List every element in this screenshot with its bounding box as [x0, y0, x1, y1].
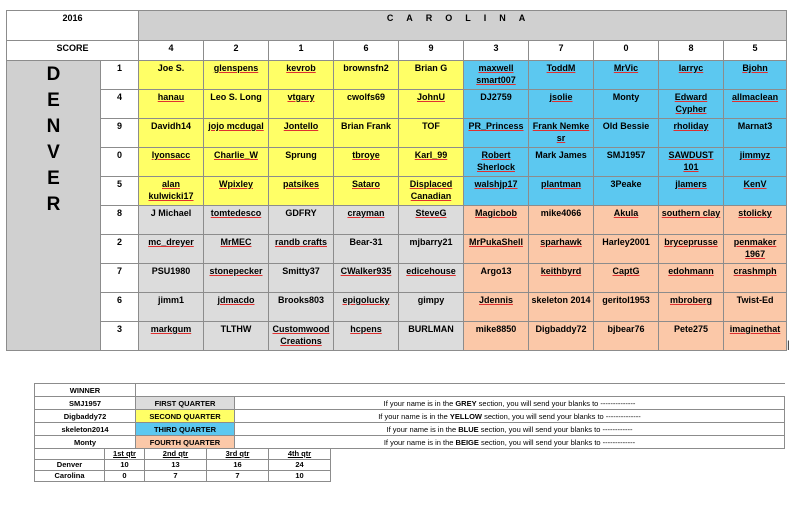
grid-cell — [659, 61, 724, 90]
participant-name: 3Peake — [610, 179, 642, 189]
participant-name: Brooks803 — [277, 295, 325, 305]
grid-cell — [464, 177, 529, 206]
participant-name: alan kulwicki17 — [148, 179, 194, 201]
participant-name: jojo mcdugal — [208, 121, 264, 131]
participant-name: Argo13 — [480, 266, 512, 276]
winner-name: SMJ1957 — [35, 397, 136, 410]
participant-name: Davidh14 — [150, 121, 192, 131]
grid-cell — [464, 119, 529, 148]
instruction-text: If your name is in the BEIGE section, you will send your blanks to ------------- — [235, 436, 785, 449]
grid-cell — [334, 148, 399, 177]
grid-cell — [529, 206, 594, 235]
grid-cell — [399, 293, 464, 322]
participant-name: Jontello — [283, 121, 319, 131]
grid-cell — [594, 293, 659, 322]
grid-cell — [334, 322, 399, 351]
grid-cell — [269, 61, 334, 90]
grid-cell — [594, 90, 659, 119]
participant-name: mbroberg — [669, 295, 712, 305]
grid-cell — [399, 206, 464, 235]
participant-name: MrMEC — [220, 237, 252, 247]
away-team-letter: D — [46, 64, 61, 85]
participant-name: jsolie — [549, 92, 573, 102]
grid-cell — [204, 177, 269, 206]
grid-cell — [464, 206, 529, 235]
participant-name: imaginethat — [729, 324, 781, 334]
participant-name: lyonsacc — [151, 150, 191, 160]
participant-name: jimm1 — [157, 295, 184, 305]
column-number: 2 — [204, 41, 269, 61]
scores-corner — [35, 449, 105, 460]
grid-cell — [659, 264, 724, 293]
participant-name: JohnU — [417, 92, 445, 102]
grid-cell — [464, 264, 529, 293]
column-number: 3 — [464, 41, 529, 61]
participant-name: GDFRY — [285, 208, 317, 218]
participant-name: glenspens — [213, 63, 259, 73]
quarter-label: FOURTH QUARTER — [136, 436, 235, 449]
grid-cell — [399, 61, 464, 90]
grid-cell — [139, 90, 204, 119]
winner-header-blank — [136, 384, 785, 397]
participant-name: CaptG — [612, 266, 640, 276]
grid-cell — [139, 177, 204, 206]
grid-cell — [464, 322, 529, 351]
grid-cell — [594, 119, 659, 148]
instruction-text: If your name is in the YELLOW section, you will send your blanks to -------------- — [235, 410, 785, 423]
grid-cell — [594, 206, 659, 235]
grid-cell — [529, 235, 594, 264]
participant-name: walshjp17 — [474, 179, 518, 189]
participant-name: Magicbob — [475, 208, 517, 218]
quarter-score: 7 — [145, 471, 207, 482]
grid-cell — [334, 235, 399, 264]
participant-name: maxwell smart007 — [476, 63, 516, 85]
grid-cell — [464, 235, 529, 264]
grid-cell — [464, 293, 529, 322]
grid-cell — [204, 90, 269, 119]
grid-cell — [464, 148, 529, 177]
participant-name: kevrob — [286, 63, 316, 73]
participant-name: SteveG — [415, 208, 447, 218]
participant-name: sparhawk — [540, 237, 582, 247]
participant-name: epigolucky — [342, 295, 390, 305]
grid-cell — [399, 235, 464, 264]
column-number: 5 — [724, 41, 787, 61]
grid-cell — [399, 177, 464, 206]
grid-cell — [464, 90, 529, 119]
participant-name: Leo S. Long — [210, 92, 262, 102]
participant-name: ToddM — [546, 63, 576, 73]
participant-name: edohmann — [668, 266, 714, 276]
grid-cell — [659, 148, 724, 177]
grid-cell — [204, 148, 269, 177]
grid-cell — [269, 293, 334, 322]
grid-cell — [204, 322, 269, 351]
score-label: SCORE — [7, 41, 139, 61]
participant-name: Pete275 — [673, 324, 709, 334]
grid-cell — [139, 61, 204, 90]
grid-cell — [659, 206, 724, 235]
grid-cell — [659, 322, 724, 351]
grid-cell — [529, 322, 594, 351]
grid-cell — [724, 61, 787, 90]
grid-cell — [724, 177, 787, 206]
grid-cell — [334, 177, 399, 206]
participant-name: Brian Frank — [340, 121, 391, 131]
participant-name: mjbarry21 — [409, 237, 453, 247]
grid-cell — [529, 90, 594, 119]
participant-name: stolicky — [738, 208, 772, 218]
participant-name: crashmph — [733, 266, 777, 276]
participant-name: mike4066 — [540, 208, 582, 218]
participant-name: Marnat3 — [737, 121, 773, 131]
grid-cell — [464, 61, 529, 90]
participant-name: brownsfn2 — [343, 63, 389, 73]
participant-name: Robert Sherlock — [476, 150, 516, 172]
participant-name: Sprung — [285, 150, 317, 160]
column-number: 1 — [269, 41, 334, 61]
participant-name: skeleton 2014 — [531, 295, 591, 305]
participant-name: crayman — [347, 208, 385, 218]
grid-cell — [724, 90, 787, 119]
grid-cell — [334, 61, 399, 90]
grid-cell — [139, 119, 204, 148]
away-team-letter: N — [46, 116, 61, 137]
participant-name: Digbaddy72 — [535, 324, 587, 334]
grid-cell — [594, 235, 659, 264]
participant-name: hcpens — [350, 324, 382, 334]
grid-cell — [334, 293, 399, 322]
row-number: 3 — [101, 322, 139, 351]
grid-cell — [204, 235, 269, 264]
participant-name: allmaclean — [732, 92, 779, 102]
grid-cell — [594, 322, 659, 351]
participant-name: bryceprusse — [664, 237, 718, 247]
grid-cell — [139, 264, 204, 293]
team-name: Denver — [35, 460, 105, 471]
away-team-letter: E — [47, 90, 60, 111]
grid-cell — [139, 148, 204, 177]
grid-cell — [269, 177, 334, 206]
grid-cell — [269, 322, 334, 351]
participant-name: mc_dreyer — [148, 237, 194, 247]
participant-name: Edward Cypher — [674, 92, 708, 114]
grid-cell — [594, 177, 659, 206]
cursor-mark: | — [787, 340, 790, 351]
grid-cell — [269, 90, 334, 119]
row-number: 1 — [101, 61, 139, 90]
grid-cell — [529, 61, 594, 90]
grid-cell — [139, 293, 204, 322]
participant-name: MrVic — [613, 63, 639, 73]
participant-name: DJ2759 — [480, 92, 512, 102]
grid-cell — [529, 148, 594, 177]
grid-cell — [204, 206, 269, 235]
away-team-header — [7, 61, 101, 351]
grid-cell — [204, 264, 269, 293]
quarter-label: FIRST QUARTER — [136, 397, 235, 410]
participant-name: J Michael — [150, 208, 192, 218]
grid-cell — [399, 90, 464, 119]
participant-name: stonepecker — [209, 266, 263, 276]
participant-name: SAWDUST 101 — [668, 150, 714, 172]
away-team-letter: V — [47, 142, 60, 163]
winner-name: skeleton2014 — [35, 423, 136, 436]
column-number: 9 — [399, 41, 464, 61]
grid-cell — [724, 322, 787, 351]
participant-name: penmaker 1967 — [733, 237, 777, 259]
instruction-text: If your name is in the BLUE section, you will send your blanks to ------------ — [235, 423, 785, 436]
column-number: 4 — [139, 41, 204, 61]
quarter-score: 24 — [269, 460, 331, 471]
participant-name: MrPukaShell — [468, 237, 524, 247]
participant-name: jimmyz — [739, 150, 771, 160]
participant-name: PR_Princess — [468, 121, 524, 131]
participant-name: Bear-31 — [349, 237, 383, 247]
winner-header: WINNER — [35, 384, 136, 397]
grid-cell — [269, 206, 334, 235]
team-name: Carolina — [35, 471, 105, 482]
participant-name: Smitty37 — [282, 266, 320, 276]
participant-name: PSU1980 — [151, 266, 191, 276]
away-team-letter: E — [47, 168, 60, 189]
participant-name: Mark James — [535, 150, 587, 160]
grid-cell — [724, 119, 787, 148]
participant-name: TLTHW — [220, 324, 252, 334]
grid-cell — [659, 235, 724, 264]
row-number: 4 — [101, 90, 139, 119]
row-number: 8 — [101, 206, 139, 235]
participant-name: Brian G — [414, 63, 448, 73]
grid-cell — [529, 264, 594, 293]
winner-key — [34, 383, 785, 449]
quarter-score: 13 — [145, 460, 207, 471]
grid-cell — [399, 322, 464, 351]
quarter-score: 0 — [105, 471, 145, 482]
participant-name: Bjohn — [742, 63, 768, 73]
grid-cell — [334, 90, 399, 119]
quarter-score: 10 — [269, 471, 331, 482]
row-number: 2 — [101, 235, 139, 264]
participant-name: SMJ1957 — [606, 150, 646, 160]
grid-cell — [399, 264, 464, 293]
grid-cell — [139, 206, 204, 235]
grid-cell — [659, 293, 724, 322]
winner-name: Digbaddy72 — [35, 410, 136, 423]
participant-name: Frank Nemke sr — [532, 121, 590, 143]
column-number: 0 — [594, 41, 659, 61]
quarter-header: 3rd qtr — [207, 449, 269, 460]
row-number: 7 — [101, 264, 139, 293]
participant-name: jlamers — [675, 179, 707, 189]
grid-cell — [724, 148, 787, 177]
grid-cell — [269, 235, 334, 264]
grid-cell — [724, 293, 787, 322]
grid-cell — [399, 119, 464, 148]
grid-cell — [594, 61, 659, 90]
grid-cell — [529, 293, 594, 322]
participant-name: Monty — [612, 92, 640, 102]
participant-name: jdmacdo — [217, 295, 255, 305]
participant-name: Wpixley — [218, 179, 253, 189]
participant-name: BURLMAN — [408, 324, 454, 334]
participant-name: Customwood Creations — [272, 324, 330, 346]
participant-name: tbroye — [352, 150, 380, 160]
participant-name: geritol1953 — [602, 295, 650, 305]
pool-grid — [6, 10, 787, 351]
column-number: 7 — [529, 41, 594, 61]
grid-cell — [204, 293, 269, 322]
instruction-text: If your name is in the GREY section, you will send your blanks to -------------- — [235, 397, 785, 410]
grid-cell — [139, 235, 204, 264]
grid-cell — [204, 119, 269, 148]
participant-name: Twist-Ed — [736, 295, 774, 305]
participant-name: Joe S. — [157, 63, 185, 73]
participant-name: tomtedesco — [210, 208, 262, 218]
participant-name: TOF — [422, 121, 440, 131]
home-team-header: CAROLINA — [139, 11, 787, 41]
grid-cell — [399, 148, 464, 177]
quarter-score: 10 — [105, 460, 145, 471]
participant-name: cwolfs69 — [346, 92, 386, 102]
column-number: 8 — [659, 41, 724, 61]
participant-name: patsikes — [282, 179, 320, 189]
participant-name: randb crafts — [274, 237, 327, 247]
grid-cell — [594, 148, 659, 177]
participant-name: gimpy — [417, 295, 445, 305]
participant-name: Jdennis — [478, 295, 513, 305]
participant-name: hanau — [157, 92, 185, 102]
participant-name: mike8850 — [475, 324, 517, 334]
participant-name: Sataro — [351, 179, 380, 189]
winner-name: Monty — [35, 436, 136, 449]
grid-cell — [724, 235, 787, 264]
away-team-letters — [8, 62, 99, 218]
grid-cell — [529, 177, 594, 206]
quarter-header: 1st qtr — [105, 449, 145, 460]
row-number: 9 — [101, 119, 139, 148]
participant-name: larryc — [678, 63, 704, 73]
participant-name: Old Bessie — [602, 121, 650, 131]
quarter-label: THIRD QUARTER — [136, 423, 235, 436]
participant-name: KenV — [743, 179, 767, 189]
grid-cell — [269, 264, 334, 293]
grid-cell — [334, 206, 399, 235]
quarter-score: 7 — [207, 471, 269, 482]
grid-cell — [334, 264, 399, 293]
grid-cell — [659, 90, 724, 119]
participant-name: vtgary — [287, 92, 315, 102]
grid-cell — [269, 119, 334, 148]
quarter-header: 4th qtr — [269, 449, 331, 460]
grid-cell — [594, 264, 659, 293]
grid-cell — [659, 177, 724, 206]
grid-cell — [269, 148, 334, 177]
participant-name: edicehouse — [406, 266, 456, 276]
participant-name: Charlie_W — [213, 150, 258, 160]
participant-name: keithbyrd — [540, 266, 582, 276]
grid-cell — [139, 322, 204, 351]
participant-name: Karl_99 — [414, 150, 448, 160]
participant-name: southern clay — [661, 208, 721, 218]
row-number: 5 — [101, 177, 139, 206]
column-number: 6 — [334, 41, 399, 61]
away-team-letter: R — [46, 194, 61, 215]
participant-name: Harley2001 — [602, 237, 650, 247]
participant-name: plantman — [540, 179, 581, 189]
grid-cell — [724, 206, 787, 235]
row-number: 6 — [101, 293, 139, 322]
year-label: 2016 — [7, 11, 139, 41]
quarter-label: SECOND QUARTER — [136, 410, 235, 423]
grid-cell — [659, 119, 724, 148]
participant-name: bjbear76 — [607, 324, 645, 334]
quarter-score: 16 — [207, 460, 269, 471]
quarter-header: 2nd qtr — [145, 449, 207, 460]
row-number: 0 — [101, 148, 139, 177]
grid-cell — [529, 119, 594, 148]
grid-cell — [204, 61, 269, 90]
participant-name: markgum — [150, 324, 192, 334]
participant-name: rholiday — [673, 121, 709, 131]
participant-name: Akula — [613, 208, 639, 218]
grid-cell — [334, 119, 399, 148]
grid-cell — [724, 264, 787, 293]
participant-name: Displaced Canadian — [409, 179, 453, 201]
quarter-scores — [34, 448, 331, 482]
participant-name: CWalker935 — [340, 266, 392, 276]
